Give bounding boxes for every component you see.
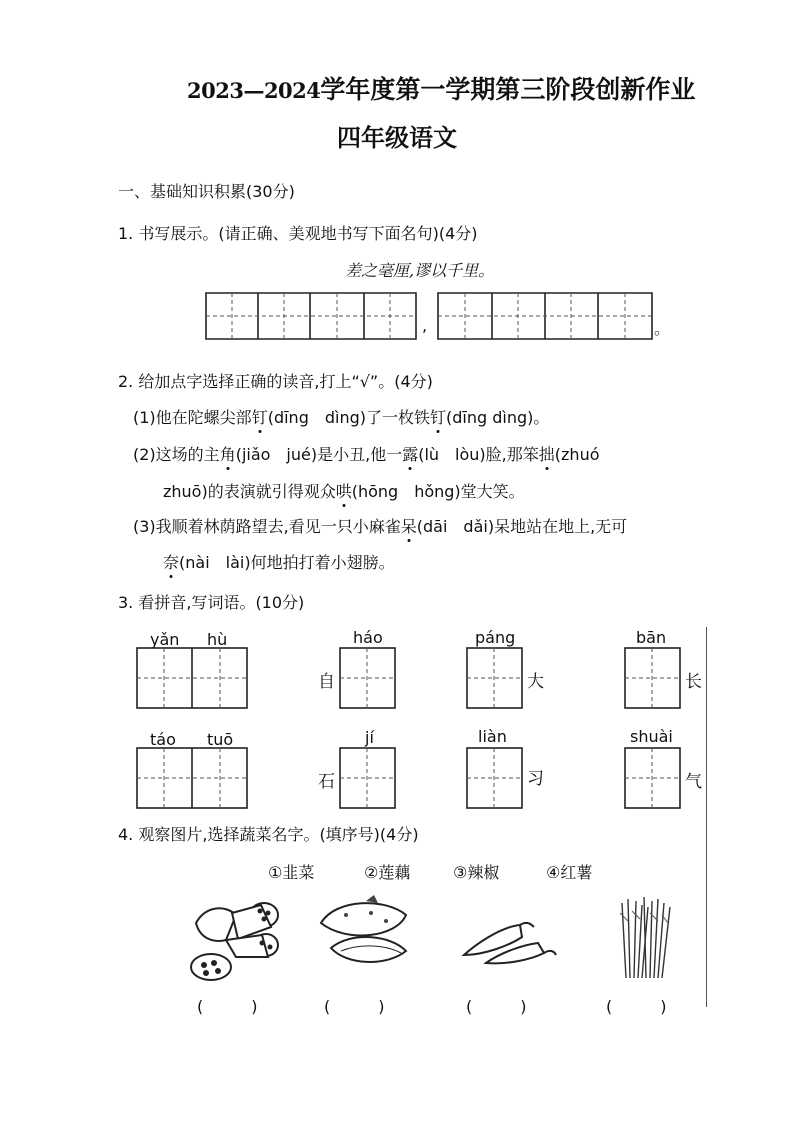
word-hint-char: 习: [527, 769, 544, 789]
word-hint-char: 自: [318, 672, 335, 692]
question-3-prompt: 3. 看拼音,写词语。(10分): [118, 593, 305, 612]
question-2-prompt: 2. 给加点字选择正确的读音,打上“√”。(4分): [118, 372, 433, 391]
answer-slot[interactable]: ( ): [324, 997, 385, 1016]
answer-slot[interactable]: ( ): [606, 997, 667, 1016]
pinyin-label: yǎn: [150, 630, 180, 649]
chives-icon: [606, 893, 686, 983]
answer-slot[interactable]: ( ): [466, 997, 527, 1016]
word-hint-char: 气: [685, 772, 702, 792]
option-label: ①韭菜: [268, 863, 315, 882]
q2-sentence-2-cont: zhuō)的表演就引得观众哄(hōng hǒng)堂大笑。: [163, 482, 525, 501]
pinyin-label: jí: [365, 728, 374, 747]
pinyin-label: háo: [353, 628, 383, 647]
writing-grid[interactable]: [200, 288, 670, 348]
grid-comma: ,: [422, 316, 428, 335]
lotus-root-icon: [186, 895, 286, 985]
page-edge-line: [706, 627, 707, 1007]
pinyin-label: bān: [636, 628, 667, 647]
title-text: 学年度第一学期第三阶段创新作业: [320, 75, 696, 104]
pinyin-label: tuō: [207, 730, 234, 749]
quote-text: 差之毫厘,谬以千里。: [345, 261, 495, 280]
question-1-prompt: 1. 书写展示。(请正确、美观地书写下面名句)(4分): [118, 224, 478, 243]
word-box-row-1[interactable]: [134, 645, 694, 715]
option-label: ④红薯: [546, 863, 593, 882]
question-4-prompt: 4. 观察图片,选择蔬菜名字。(填序号)(4分): [118, 825, 419, 844]
word-hint-char: 大: [527, 672, 544, 692]
pinyin-label: shuài: [630, 727, 673, 746]
word-box-row-2[interactable]: [134, 745, 694, 815]
school-year: 2023—2024: [187, 78, 321, 103]
pinyin-label: liàn: [478, 727, 507, 746]
q2-sentence-1: (1)他在陀螺尖部钉(dīng dìng)了一枚铁钉(dīng dìng)。: [133, 408, 550, 427]
section-heading: 一、基础知识积累(30分): [118, 182, 295, 201]
word-hint-char: 石: [318, 772, 335, 792]
option-label: ②莲藕: [364, 863, 411, 882]
page-title: [187, 70, 695, 106]
pinyin-label: táo: [150, 730, 176, 749]
grid-period: 。: [654, 319, 671, 338]
pinyin-label: hù: [207, 630, 228, 649]
pinyin-label: páng: [475, 628, 516, 647]
chili-pepper-icon: [460, 915, 560, 975]
page-subtitle: 四年级语文: [337, 123, 457, 152]
q2-sentence-3-cont: 奈(nài lài)何地拍打着小翅膀。: [163, 553, 395, 572]
q2-sentence-2: (2)这场的主角(jiǎo jué)是小丑,他一露(lù lòu)脸,那笨拙(zhuó: [133, 445, 600, 464]
word-hint-char: 长: [685, 672, 702, 692]
option-label: ③辣椒: [453, 863, 500, 882]
sweet-potato-icon: [316, 893, 416, 983]
q2-sentence-3: (3)我顺着林荫路望去,看见一只小麻雀呆(dāi dǎi)呆地站在地上,无可: [133, 517, 628, 536]
answer-slot[interactable]: ( ): [197, 997, 258, 1016]
